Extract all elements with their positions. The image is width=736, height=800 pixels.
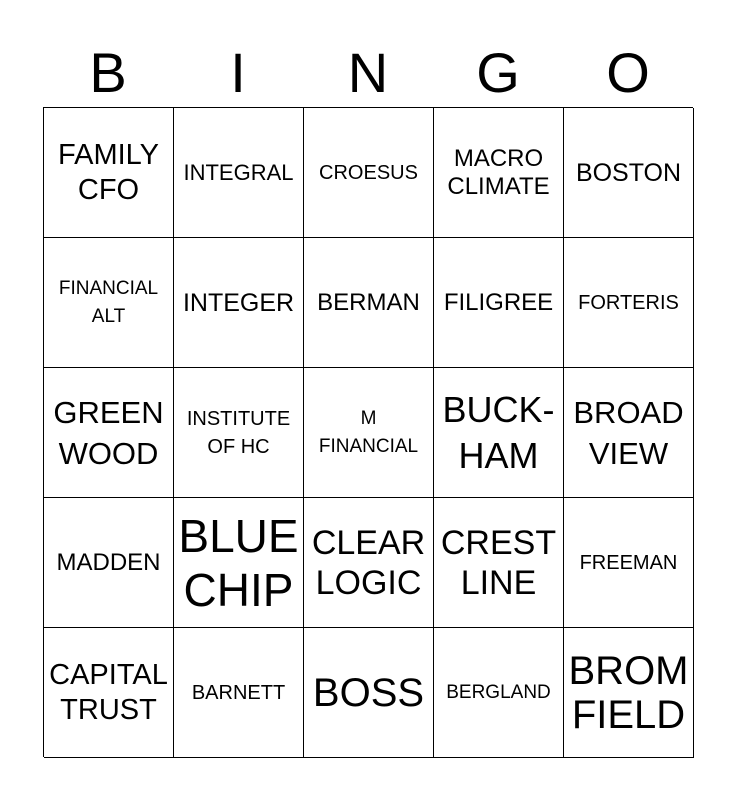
bingo-cell-r2-c2[interactable]	[174, 238, 304, 368]
header-letter-n: N	[347, 41, 389, 104]
cell-label: BOSS	[312, 670, 425, 715]
bingo-cell-r1-c2[interactable]	[174, 108, 304, 238]
cell-label: CLEAR LOGIC	[311, 523, 426, 602]
bingo-cell-r4-c3[interactable]	[304, 498, 434, 628]
header-letter-o: O	[606, 41, 650, 104]
header-letter-i: I	[230, 41, 246, 104]
bingo-cell-r2-c3[interactable]	[304, 238, 434, 368]
cell-label: GREEN WOOD	[53, 394, 164, 471]
bingo-cell-r4-c2[interactable]	[174, 498, 304, 628]
bingo-board	[43, 107, 693, 757]
bingo-cell-r4-c1[interactable]	[44, 498, 174, 628]
bingo-cell-r5-c3[interactable]	[304, 628, 434, 758]
cell-label: CAPITAL TRUST	[49, 658, 168, 726]
cell-label: FREEMAN	[579, 551, 678, 574]
cell-label: MADDEN	[56, 548, 161, 576]
bingo-cell-r2-c4[interactable]	[434, 238, 564, 368]
header-letter-g: G	[476, 41, 520, 104]
bingo-cell-r3-c5[interactable]	[564, 368, 694, 498]
cell-label: CREST LINE	[440, 523, 557, 602]
bingo-cell-r2-c5[interactable]	[564, 238, 694, 368]
bingo-cell-r5-c1[interactable]	[44, 628, 174, 758]
cell-label: FORTERIS	[578, 291, 679, 314]
cell-label: BARNETT	[191, 681, 286, 704]
cell-label: M FINANCIAL	[318, 407, 419, 457]
cell-label: BERGLAND	[446, 681, 551, 703]
bingo-cell-r5-c4[interactable]	[434, 628, 564, 758]
cell-label: BERMAN	[317, 288, 420, 316]
cell-label: CROESUS	[319, 161, 418, 184]
cell-label: INSTITUTE OF HC	[186, 407, 291, 458]
cell-label: BROM FIELD	[568, 648, 689, 737]
bingo-cell-r3-c3[interactable]	[304, 368, 434, 498]
bingo-cell-r3-c2[interactable]	[174, 368, 304, 498]
bingo-cell-r4-c4[interactable]	[434, 498, 564, 628]
bingo-cell-r5-c5[interactable]	[564, 628, 694, 758]
cell-label: BLUE CHIP	[178, 509, 299, 616]
bingo-cell-r5-c2[interactable]	[174, 628, 304, 758]
cell-label: INTEGRAL	[183, 159, 294, 185]
bingo-cell-r1-c3[interactable]	[304, 108, 434, 238]
cell-label: INTEGER	[182, 288, 295, 317]
cell-label: BROAD VIEW	[573, 394, 684, 471]
cell-label: FILIGREE	[443, 288, 554, 316]
bingo-cell-r3-c4[interactable]	[434, 368, 564, 498]
bingo-cell-r3-c1[interactable]	[44, 368, 174, 498]
cell-label: MACRO CLIMATE	[447, 144, 550, 200]
bingo-cell-r1-c1[interactable]	[44, 108, 174, 238]
header-letter-b: B	[89, 41, 127, 104]
cell-label: BUCK- HAM	[442, 388, 555, 476]
cell-label: FINANCIAL ALT	[58, 277, 159, 327]
cell-label: BOSTON	[575, 158, 682, 187]
bingo-cell-r1-c4[interactable]	[434, 108, 564, 238]
bingo-cell-r1-c5[interactable]	[564, 108, 694, 238]
bingo-cell-r2-c1[interactable]	[44, 238, 174, 368]
cell-label: FAMILY CFO	[58, 138, 159, 206]
bingo-header	[43, 38, 693, 108]
bingo-cell-r4-c5[interactable]	[564, 498, 694, 628]
